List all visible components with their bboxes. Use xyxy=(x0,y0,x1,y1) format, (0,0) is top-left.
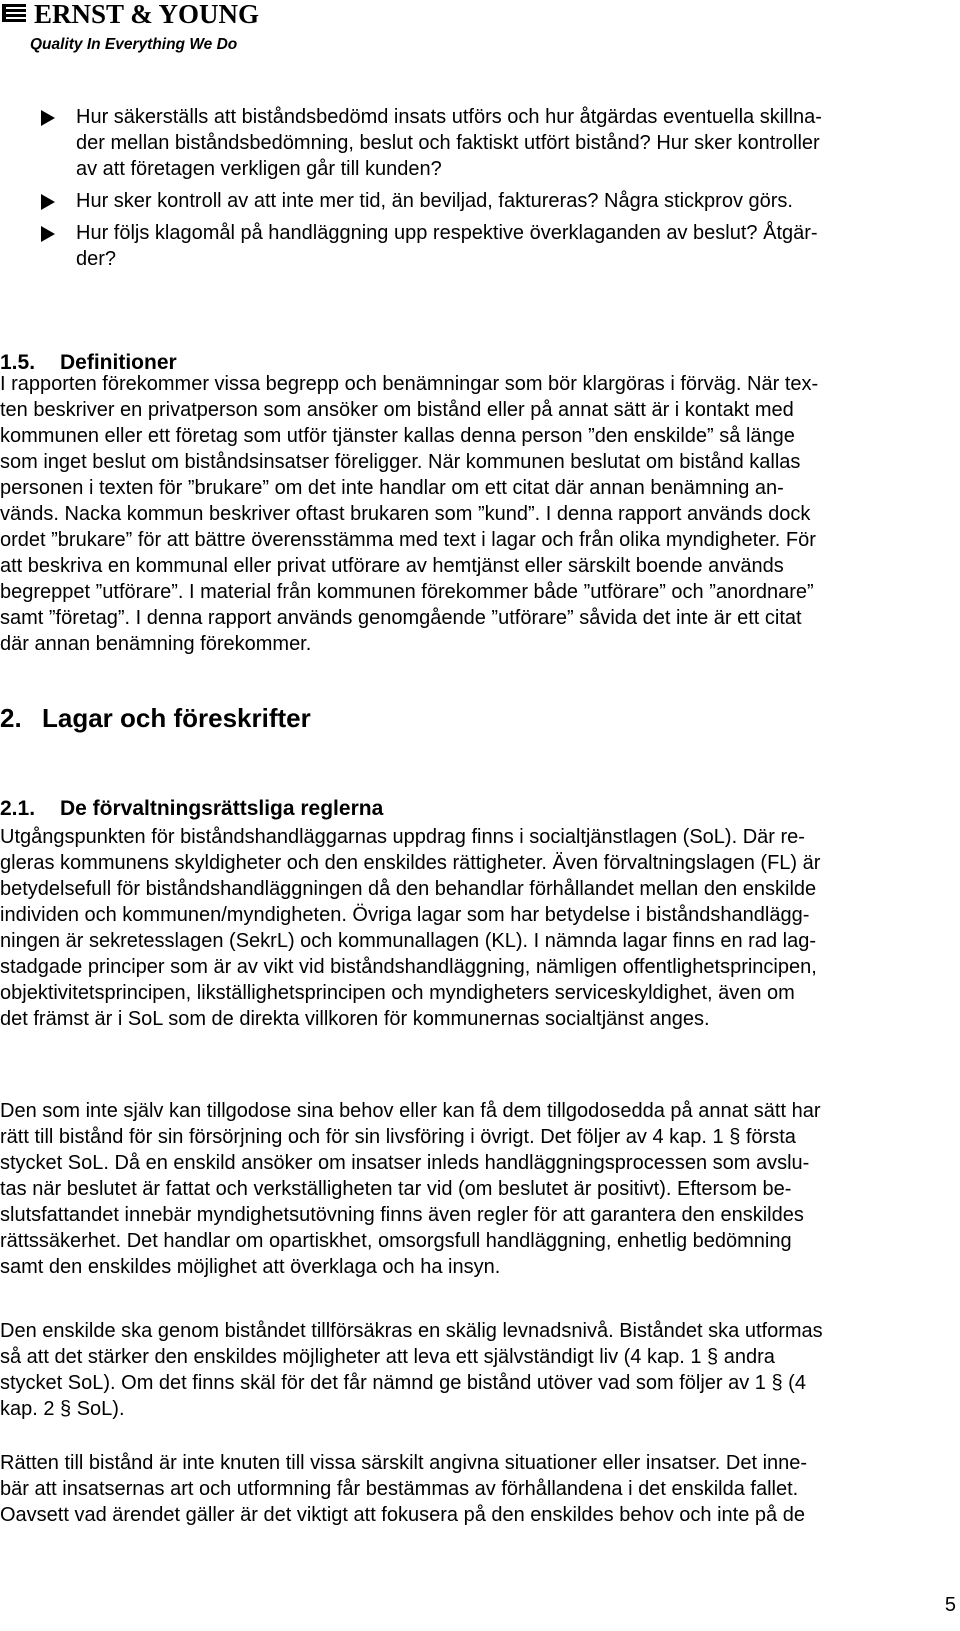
text-line: samt den enskildes möjlighet att överklaga och ha insyn. xyxy=(0,1256,501,1278)
text-line: stadgade principer som är av vikt vid biståndshandläggning, nämligen offentlighetsprincipen, xyxy=(0,956,817,978)
paragraph xyxy=(0,1098,960,1280)
text-line: ten beskriver en privatperson som ansöker om bistånd eller på annat sätt är i kontakt med xyxy=(0,399,794,421)
text-line: gleras kommunens skyldigheter och den enskildes rättigheter. Även förvaltningslagen (FL) är xyxy=(0,852,821,874)
bullet-item xyxy=(0,220,956,272)
definitions-paragraph xyxy=(0,371,960,657)
text-line: objektivitetsprincipen, likställighetsprincipen och myndigheters serviceskyldighet, även om xyxy=(0,982,795,1004)
text-line: Oavsett vad ärendet gäller är det viktigt att fokusera på den enskildes behov och inte på de xyxy=(0,1504,805,1526)
text-line: Rätten till bistånd är inte knuten till vissa särskilt angivna situationer eller insatser. Det inne- xyxy=(0,1452,808,1474)
text-line: slutsfattandet innebär myndighetsutövning finns även regler för att garantera den enskildes xyxy=(0,1204,804,1226)
bullet-list xyxy=(0,104,960,278)
text-line: rättssäkerhet. Det handlar om opartiskhet, omsorgsfull handläggning, enhetlig bedömning xyxy=(0,1230,792,1252)
triangle-bullet-icon xyxy=(41,226,55,242)
chapter-title: Lagar och föreskrifter xyxy=(42,703,311,733)
text-line: begreppet ”utförare”. I material från kommunen förekommer både ”utförare” och ”anordnare” xyxy=(0,581,814,603)
ey-logo-mark xyxy=(2,4,26,24)
text-line: individen och kommunen/myndigheten. Övriga lagar som har betydelse i biståndshandlägg- xyxy=(0,904,810,926)
text-line: som inget beslut om biståndsinsatser föreligger. När kommunen beslutat om bistånd kallas xyxy=(0,451,801,473)
triangle-bullet-icon xyxy=(41,110,55,126)
text-line: stycket SoL. Då en enskild ansöker om insatser inleds handläggningsprocessen som avslu- xyxy=(0,1152,810,1174)
text-line: betydelsefull för biståndshandläggningen då den behandlar förhållandet mellan den enskilde xyxy=(0,878,817,900)
text-line: personen i texten för ”brukare” om det inte handlar om ett citat där annan benämning an- xyxy=(0,477,784,499)
triangle-bullet-icon xyxy=(41,194,55,210)
text-line: tas när beslutet är fattat och verkställigheten tar vid (om beslutet är positivt). Eftersom be- xyxy=(0,1178,792,1200)
chapter-number: 2. xyxy=(0,703,22,733)
text-line: Den som inte själv kan tillgodose sina behov eller kan få dem tillgodosedda på annat sätt har xyxy=(0,1100,821,1122)
paragraph xyxy=(0,824,960,1032)
text-line: rätt till bistånd för sin försörjning och för sin livsföring i övrigt. Det följer av 4 kap. 1 § första xyxy=(0,1126,796,1148)
bullet-line: av att företagen verkligen går till kunden? xyxy=(76,158,442,180)
text-line: bär att insatsernas art och utformning får bestämmas av förhållandena i det enskilda fallet. xyxy=(0,1478,799,1500)
page-number: 5 xyxy=(944,1594,956,1616)
text-line: stycket SoL). Om det finns skäl för det får nämnd ge bistånd utöver vad som följer av 1 § (4 xyxy=(0,1372,806,1394)
company-name: ERNST & YOUNG xyxy=(34,0,260,29)
bullet-item xyxy=(0,188,956,214)
bullet-line: der? xyxy=(76,248,117,270)
bullet-line: Hur säkerställs att biståndsbedömd insats utförs och hur åtgärdas eventuella skillna- xyxy=(76,106,822,128)
company-tagline: Quality In Everything We Do xyxy=(30,36,238,53)
bullet-item xyxy=(0,104,956,182)
bullet-line: der mellan biståndsbedömning, beslut och faktiskt utfört bistånd? Hur sker kontroller xyxy=(76,132,820,154)
section-heading-2-1 xyxy=(0,796,383,822)
paragraph xyxy=(0,1318,960,1422)
section-number: 1.5. xyxy=(0,351,36,374)
section-title: Definitioner xyxy=(60,351,177,374)
text-line: I rapporten förekommer vissa begrepp och benämningar som bör klargöras i förväg. När tex- xyxy=(0,373,819,395)
text-line: samt ”företag”. I denna rapport används genomgående ”utförare” såvida det inte är ett citat xyxy=(0,607,802,629)
text-line: att beskriva en kommunal eller privat utförare av hemtjänst eller särskilt boende används xyxy=(0,555,784,577)
text-line: kommunen eller ett företag som utför tjänster kallas denna person ”den enskilde” så länge xyxy=(0,425,795,447)
chapter-heading-2 xyxy=(0,702,311,734)
company-logo xyxy=(0,0,260,56)
section-number: 2.1. xyxy=(0,797,36,820)
text-line: ordet ”brukare” för att bättre överensstämma med text i lagar och från olika myndigheter. För xyxy=(0,529,816,551)
paragraph xyxy=(0,1450,960,1528)
text-line: så att det stärker den enskildes möjligheter att leva ett självständigt liv (4 kap. 1 § andra xyxy=(0,1346,775,1368)
text-line: där annan benämning förekommer. xyxy=(0,633,312,655)
section-title: De förvaltningsrättsliga reglerna xyxy=(60,797,384,820)
text-line: ningen är sekretesslagen (SekrL) och kommunallagen (KL). I nämnda lagar finns en rad lag- xyxy=(0,930,816,952)
text-line: Den enskilde ska genom biståndet tillförsäkras en skälig levnadsnivå. Biståndet ska utformas xyxy=(0,1320,823,1342)
bullet-line: Hur sker kontroll av att inte mer tid, än beviljad, faktureras? Några stickprov görs. xyxy=(76,190,793,212)
text-line: kap. 2 § SoL). xyxy=(0,1398,125,1420)
text-line: vänds. Nacka kommun beskriver oftast brukaren som ”kund”. I denna rapport används dock xyxy=(0,503,811,525)
bullet-line: Hur följs klagomål på handläggning upp respektive överklaganden av beslut? Åtgär- xyxy=(76,222,818,244)
text-line: Utgångspunkten för biståndshandläggarnas uppdrag finns i socialtjänstlagen (SoL). Där re- xyxy=(0,826,805,848)
text-line: det främst är i SoL som de direkta villkoren för kommunernas socialtjänst anges. xyxy=(0,1008,710,1030)
